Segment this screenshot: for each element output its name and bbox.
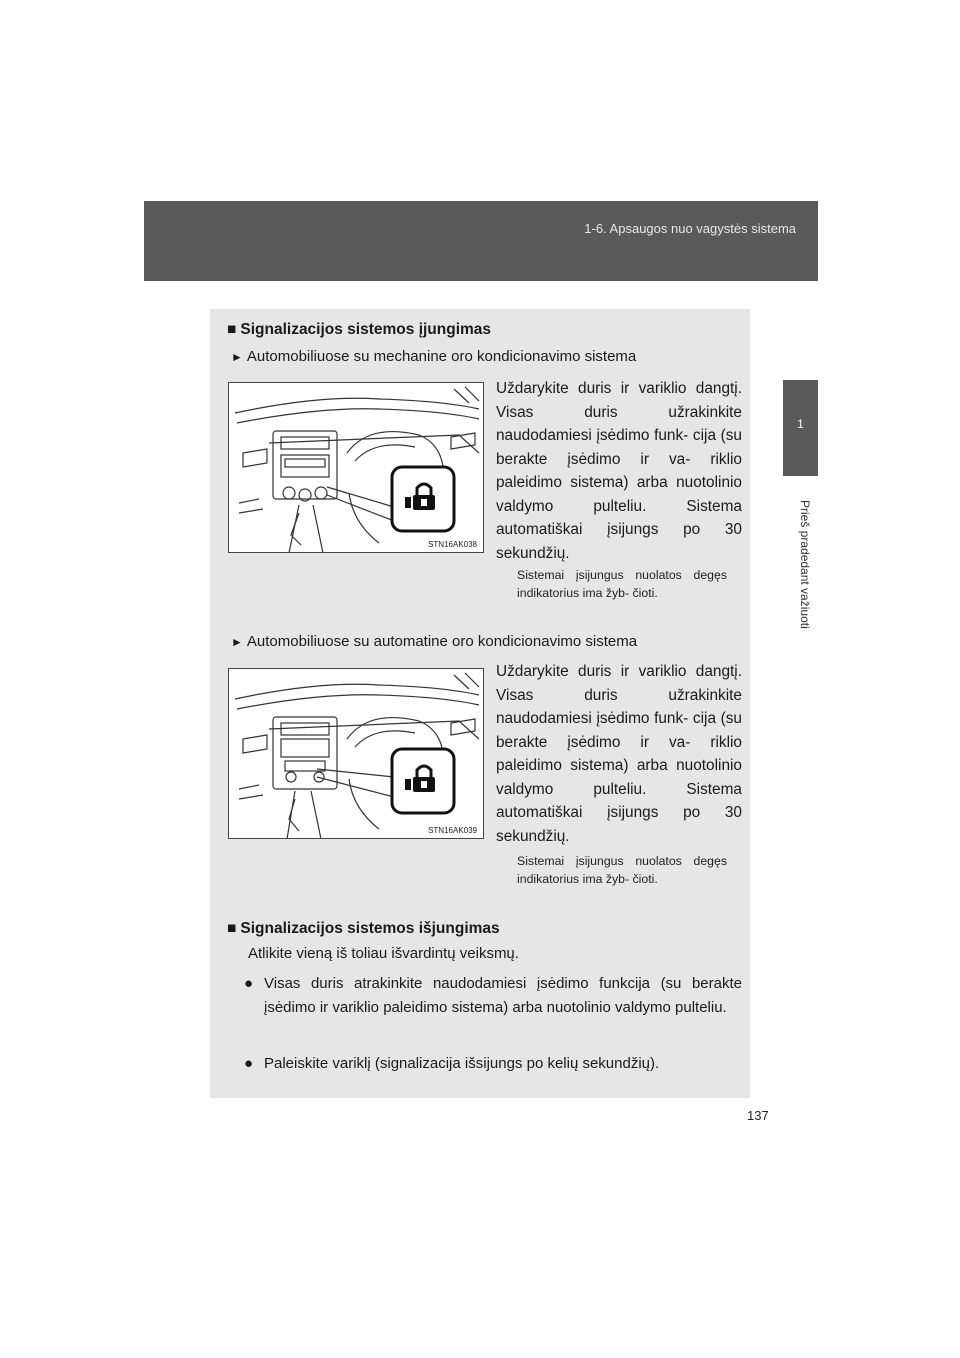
heading-enable-text: Signalizacijos sistemos įjungimas [240, 321, 492, 338]
triangle-pointer-icon: ► [231, 635, 243, 649]
list-item-text: Paleiskite variklį (signalizacija išsijungs po kelių sekundžių). [264, 1055, 660, 1072]
figure-code: STN16AK039 [428, 826, 477, 835]
chapter-tab [783, 380, 818, 476]
figure-code: STN16AK038 [428, 540, 477, 549]
bullet-dot-icon: ● [244, 1055, 254, 1072]
section-title: 1-6. Apsaugos nuo vagystės sistema [584, 221, 796, 236]
bullet-dot-icon: ● [244, 975, 254, 992]
list-item-text: Visas duris atrakinkite naudodamiesi įsėdimo funkcija (su berakte įsėdimo ir variklio paleidimo sistema) arba nuotolinio valdymo pulteliu. [264, 975, 742, 1016]
dashboard-drawing [229, 383, 484, 553]
dashboard-illustration-auto [228, 668, 484, 839]
square-bullet-icon: ■ [227, 321, 237, 338]
intro-text: Atlikite vieną iš toliau išvardintų veiksmų. [248, 945, 519, 962]
instruction-text-manual: Uždarykite duris ir variklio dangtį. Visas duris užrakinkite naudodamiesi įsėdimo funk- cija (su berakte įsėdimo ir va- riklio paleidimo sistema) arba nuotolinio valdymo pulteliu. Sistema automatiškai įsijungs po 30 sekundžių. [496, 380, 742, 562]
heading-enable [227, 321, 491, 339]
header-band [144, 201, 818, 281]
dashboard-illustration-manual [228, 382, 484, 553]
subheading-auto-ac [231, 633, 637, 650]
heading-disable-text: Signalizacijos sistemos išjungimas [240, 920, 500, 937]
triangle-pointer-icon: ► [231, 350, 243, 364]
subheading-manual-ac-text: Automobiliuose su mechanine oro kondicionavimo sistema [246, 348, 637, 365]
chapter-number: 1 [797, 417, 804, 431]
subheading-auto-ac-text: Automobiliuose su automatine oro kondicionavimo sistema [246, 633, 638, 650]
subheading-manual-ac [231, 348, 636, 365]
instruction-text-auto: Uždarykite duris ir variklio dangtį. Visas duris užrakinkite naudodamiesi įsėdimo funk- cija (su berakte įsėdimo ir va- riklio paleidimo sistema) arba nuotolinio valdymo pulteliu. Sistema automatiškai įsijungs po 30 sekundžių. [496, 663, 742, 845]
list-item [244, 972, 742, 1044]
dashboard-drawing [229, 669, 484, 839]
heading-disable [227, 920, 500, 938]
list-item [244, 1052, 742, 1076]
chapter-label: Prieš pradedant važiuoti [798, 500, 812, 629]
square-bullet-icon: ■ [227, 920, 237, 937]
note-text-auto: Sistemai įsijungus nuolatos degęs indikatorius ima žyb- čioti. [517, 854, 727, 886]
note-text-manual: Sistemai įsijungus nuolatos degęs indikatorius ima žyb- čioti. [517, 568, 727, 600]
page-number: 137 [747, 1108, 769, 1123]
